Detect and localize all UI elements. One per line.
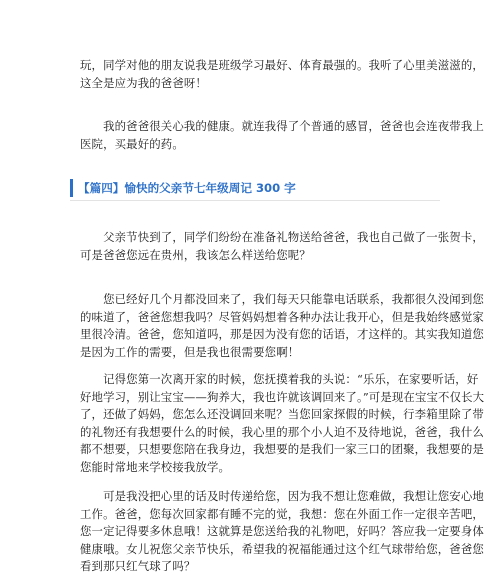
paragraph-line: 您一定记得要多休息哦！这就算是您送给我的礼物吧，好吗？答应我一定要身体 [80,524,484,538]
heading-divider [70,200,440,201]
paragraph-line: 了，还做了妈妈，您怎么还没调回来呢？当您回家探假的时候，行李箱里除了带 [80,407,484,421]
paragraph-1 [80,57,484,92]
section-heading: 【篇四】愉快的父亲节七年级周记 300 字 [70,179,438,197]
paragraph-line: 这全是应为我的爸爸呀！ [80,75,207,90]
paragraph-4 [80,291,484,361]
paragraph-line: 看到那只红气球了吗？ [80,559,196,573]
paragraph-5 [80,371,485,476]
paragraph-line: 可是我没把心里的话及时传递给您，因为我不想让您难做，我想让您安心地 [80,489,484,503]
paragraph-line: 工作。爸爸，您每次回家都有睡不完的觉，我想：您在外面工作一定很辛苦吧， [80,506,484,521]
paragraph-line: 健康哦。女儿祝您父亲节快乐，希望我的祝福能通过这个红气球带给您，爸爸您 [80,541,484,556]
paragraph-3 [80,229,484,264]
paragraph-line: 我的爸爸很关心我的健康。就连我得了个普通的感冒，爸爸也会连夜带我上 [80,119,484,133]
paragraph-2 [80,118,484,153]
paragraph-line: 好地学习，别让宝宝——狗养大，我也许就该调回来了。”可是现在宝宝不仅长大 [80,389,485,404]
paragraph-line: 都不想要，只想要您陪在我身边，我想要的是我们一家三口的团聚，我想要的是 [80,442,484,456]
paragraph-line: 的味道了，爸爸您想我吗？尽管妈妈想着各种办法让我开心，但是我始终感觉家 [80,309,484,324]
paragraph-6 [80,488,484,576]
paragraph-line: 记得您第一次离开家的时候，您抚摸着我的头说：“乐乐，在家要听话，好 [80,372,479,386]
paragraph-line: 您能时常地来学校接我放学。 [80,459,231,474]
paragraph-line: 里很冷清。爸爸，您知道吗，那是因为没有您的话语，才这样的。其实我知道您 [80,327,484,341]
paragraph-line: 玩，同学对他的朋友说我是班级学习最好、体育最强的。我听了心里美滋滋的， [80,58,484,72]
paragraph-line: 医院，买最好的药。 [80,136,184,151]
paragraph-line: 是因为工作的需要，但是我也很需要您啊！ [80,344,300,359]
paragraph-line: 可是爸爸您远在贵州，我该怎么样送给您呢？ [80,247,311,262]
paragraph-line: 您已经好几个月都没回来了，我们每天只能靠电话联系，我都很久没闻到您 [80,292,484,306]
paragraph-line: 父亲节快到了，同学们纷纷在准备礼物送给爸爸，我也自己做了一张贺卡， [80,230,484,244]
paragraph-line: 的礼物还有我想要什么的时候，我心里的那个小人迫不及待地说，爸爸，我什么 [80,424,484,439]
